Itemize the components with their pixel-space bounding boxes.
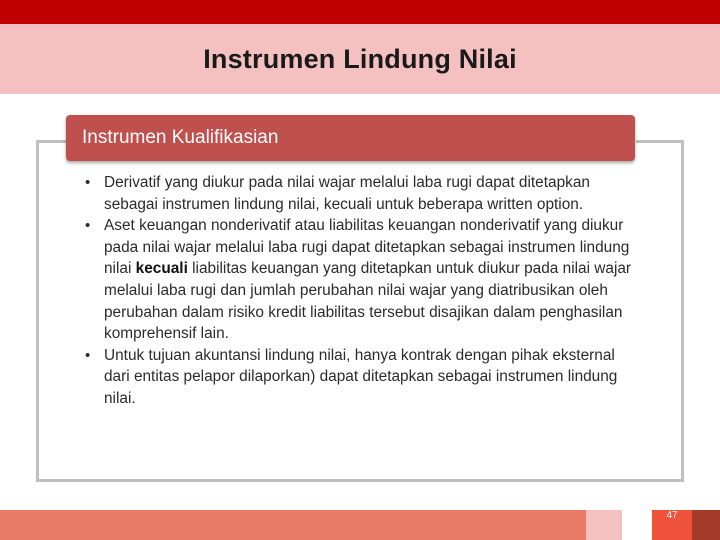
bullet-item bbox=[84, 345, 644, 410]
footer-segment-dark bbox=[692, 510, 720, 540]
bullet-item bbox=[84, 215, 644, 345]
footer-segment-gap bbox=[622, 510, 652, 540]
page-number: 47 bbox=[666, 510, 678, 521]
bullet-text: Derivatif yang diukur pada nilai wajar melalui laba rugi dapat ditetapkan sebagai instrumen lindung nilai, kecuali untuk beberapa written option. bbox=[104, 174, 590, 213]
footer-segment-main bbox=[0, 510, 586, 540]
section-header bbox=[66, 115, 635, 161]
bullet-item bbox=[84, 172, 644, 215]
section-header-label: Instrumen Kualifikasian bbox=[82, 127, 279, 148]
slide-title: Instrumen Lindung Nilai bbox=[203, 43, 517, 74]
bullet-text-after: liabilitas keuangan yang ditetapkan untuk diukur pada nilai wajar melalui laba rugi dan jumlah perubahan nilai wajar yang diatribusikan oleh perubahan dalam risiko kredit liabilitas tersebut disajikan dalam penghasilan komprehensif lain. bbox=[104, 260, 632, 343]
bullet-emphasis: kecuali bbox=[135, 260, 188, 278]
bullet-text-before: Aset keuangan nonderivatif atau liabilitas keuangan nonderivatif yang diukur pada nilai wajar melalui laba rugi dapat ditetapkan sebagai instrumen lindung nilai bbox=[104, 217, 630, 278]
bullet-text: Untuk tujuan akuntansi lindung nilai, hanya kontrak dengan pihak eksternal dari entitas pelapor dilaporkan) dapat ditetapkan sebagai instrumen lindung nilai. bbox=[104, 346, 618, 407]
footer-bar bbox=[0, 510, 720, 540]
frame-top-left-edge bbox=[36, 140, 68, 143]
title-band bbox=[0, 24, 720, 94]
frame-top-right-edge bbox=[636, 140, 684, 143]
bullet-list bbox=[84, 172, 644, 410]
footer-segment-light bbox=[586, 510, 622, 540]
top-accent-bar bbox=[0, 0, 720, 24]
